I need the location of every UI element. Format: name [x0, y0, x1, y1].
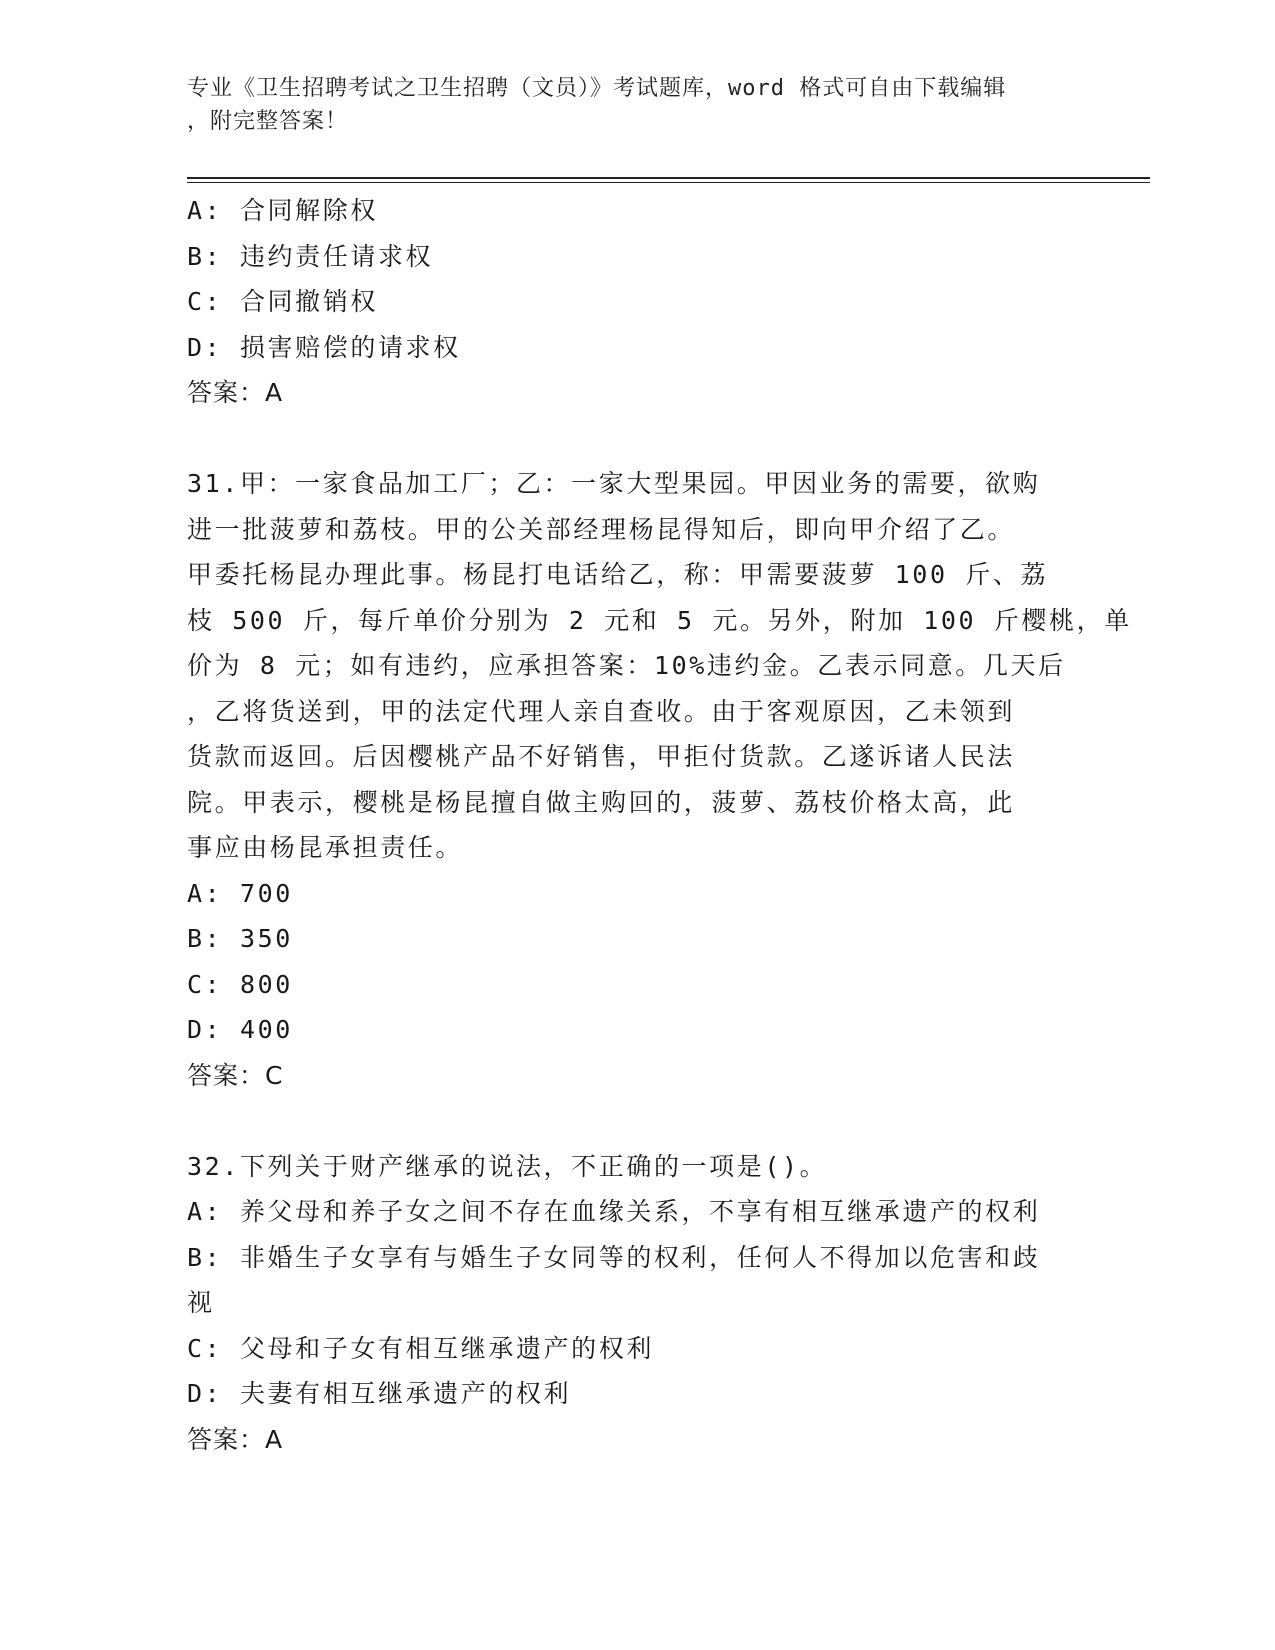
option-d: D: 400 — [187, 1015, 293, 1044]
question-stem-line: 枝 500 斤，每斤单价分别为 2 元和 5 元。另外，附加 100 斤樱桃，单 — [187, 605, 1132, 635]
question-stem-line: 事应由杨昆承担责任。 — [187, 833, 464, 862]
question-31 — [187, 461, 1132, 1098]
question-stem-line: 32.下列关于财产继承的说法，不正确的一项是()。 — [187, 1151, 828, 1181]
option-a: A: 养父母和养子女之间不存在血缘关系，不享有相互继承遗产的权利 — [187, 1197, 1041, 1226]
question-stem-line: 货款而返回。后因樱桃产品不好销售，甲拒付货款。乙遂诉诸人民法 — [187, 742, 1016, 771]
question-stem-line: ，乙将货送到，甲的法定代理人亲自查收。由于客观原因，乙未领到 — [187, 696, 1016, 726]
answer-line: 答案：C — [187, 1060, 284, 1090]
answer-line: 答案：A — [187, 378, 284, 407]
prev-question — [187, 188, 1087, 416]
header-line: ，附完整答案！ — [187, 109, 349, 134]
option-a: A: 700 — [187, 878, 293, 908]
header-rule-thin — [187, 182, 1150, 183]
option-d: D: 夫妻有相互继承遗产的权利 — [187, 1379, 572, 1408]
page-header — [187, 72, 1067, 138]
spacer — [187, 1098, 1087, 1144]
question-stem-line: 甲委托杨昆办理此事。杨昆打电话给乙，称：甲需要菠萝 100 斤、荔 — [187, 560, 1049, 589]
question-stem-line: 进一批菠萝和荔枝。甲的公关部经理杨昆得知后，即向甲介绍了乙。 — [187, 514, 1016, 544]
option-a: A: 合同解除权 — [187, 196, 378, 225]
option-b: B: 非婚生子女享有与婚生子女同等的权利，任何人不得加以危害和歧 — [187, 1242, 1041, 1272]
question-content — [187, 188, 1132, 1462]
option-b: B: 350 — [187, 924, 293, 953]
header-line: 专业《卫生招聘考试之卫生招聘（文员）》考试题库，word 格式可自由下载编辑 — [187, 76, 1007, 101]
option-b-continued: 视 — [187, 1288, 215, 1317]
answer-line: 答案：A — [187, 1424, 284, 1454]
spacer — [187, 416, 1087, 462]
question-stem-line: 院。甲表示，樱桃是杨昆擅自做主购回的，菠萝、荔枝价格太高，此 — [187, 787, 1016, 817]
option-c: C: 800 — [187, 969, 293, 999]
question-stem-line: 31.甲：一家食品加工厂；乙：一家大型果园。甲因业务的需要，欲购 — [187, 469, 1041, 498]
option-b: B: 违约责任请求权 — [187, 241, 434, 271]
option-c: C: 父母和子女有相互继承遗产的权利 — [187, 1333, 654, 1363]
question-stem-line: 价为 8 元；如有违约，应承担答案：10%违约金。乙表示同意。几天后 — [187, 651, 1066, 680]
header-rule — [187, 177, 1150, 179]
option-c: C: 合同撤销权 — [187, 287, 378, 316]
option-d: D: 损害赔偿的请求权 — [187, 332, 461, 362]
question-32 — [187, 1144, 1087, 1463]
